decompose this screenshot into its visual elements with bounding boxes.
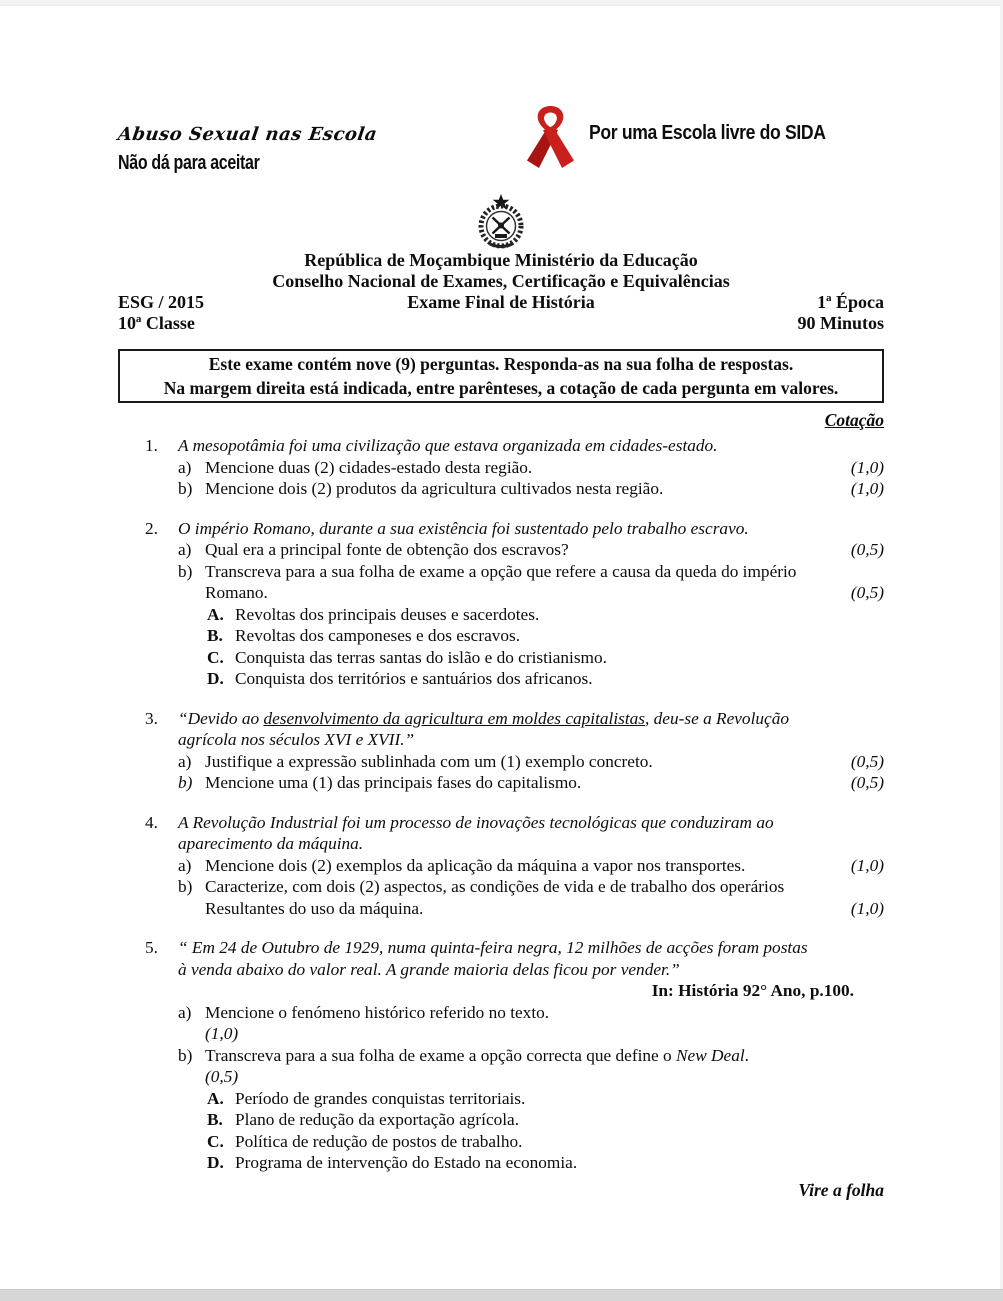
sub-question-line <box>118 561 884 583</box>
sub-question-line <box>118 457 884 479</box>
question-number: 1. <box>145 436 158 455</box>
cotacao-value: (1,0) <box>850 898 884 918</box>
council-title: Conselho Nacional de Exames, Certificação e Equivalências <box>272 271 730 291</box>
cotacao-value: (1,0) <box>850 479 884 498</box>
instructions-line-1: Este exame contém nove (9) perguntas. Responda-as na sua folha de respostas. <box>208 354 794 374</box>
sub-question-label: a) <box>178 855 192 875</box>
text-segment: aparecimento da máquina. <box>178 834 364 853</box>
cotacao-value: (0,5) <box>205 1067 239 1086</box>
sub-question-text <box>205 539 843 561</box>
cotacao-line <box>118 1023 884 1045</box>
campaign-sida-label: Por uma Escola livre do SIDA <box>589 122 826 144</box>
sub-question-line <box>118 876 884 898</box>
sub-question-line <box>118 478 884 500</box>
cotacao-value: (0,5) <box>850 751 884 771</box>
sub-question-line <box>118 1045 884 1067</box>
question-4 <box>118 812 884 920</box>
text-segment: New Deal <box>676 1045 745 1065</box>
text-segment: Resultantes do uso da máquina. <box>205 898 424 918</box>
question-stem-line <box>118 833 884 855</box>
sub-question-text <box>205 1002 884 1024</box>
text-segment: Transcreva para a sua folha de exame a opção que refere a causa da queda do império <box>205 561 797 581</box>
question-2 <box>118 518 884 690</box>
instructions-box <box>118 349 884 403</box>
exam-duration: 90 Minutos <box>797 313 884 333</box>
sub-question-line <box>118 539 884 561</box>
text-segment: Mencione o fenómeno histórico referido no texto. <box>205 1002 550 1022</box>
exam-epoch: 1ª Época <box>817 292 884 312</box>
ministry-title: República de Moçambique Ministério da Educação <box>304 250 698 270</box>
text-segment: Romano. <box>205 583 268 602</box>
question-number <box>145 729 178 751</box>
option-label: D. <box>207 1153 224 1172</box>
sub-question-label: b) <box>178 479 193 498</box>
text-segment: A Revolução Industrial foi um processo de inovações tecnológicas que conduziram ao <box>178 812 774 832</box>
sub-question-text <box>205 457 843 479</box>
exam-meta-row-1 <box>118 292 884 313</box>
campaign-header <box>118 100 884 188</box>
sub-question-line <box>118 1002 884 1024</box>
option-label: C. <box>207 647 224 667</box>
cotacao-value: (1,0) <box>205 1024 239 1043</box>
text-segment: à venda abaixo do valor real. A grande maioria delas ficou por vender.” <box>178 959 680 979</box>
aids-ribbon-icon <box>522 102 579 182</box>
sub-question-label: b) <box>178 1045 193 1065</box>
text-segment: A mesopotâmia foi uma civilização que estava organizada em cidades-estado. <box>178 436 718 455</box>
text-segment: O império Romano, durante a sua existência foi sustentado pelo trabalho escravo. <box>178 518 749 538</box>
question-number: 4. <box>145 812 158 832</box>
turn-page-note: Vire a folha <box>798 1179 884 1200</box>
option-line <box>118 647 884 669</box>
sub-question-text <box>205 751 843 773</box>
question-stem-text <box>178 435 884 457</box>
sub-question-line <box>118 751 884 773</box>
sub-question-text <box>205 1045 884 1067</box>
text-segment: Justifique a expressão sublinhada com um (1) exemplo concreto. <box>205 751 653 771</box>
question-stem-line <box>118 708 884 730</box>
sub-question-text <box>205 772 843 794</box>
sub-question-line <box>118 855 884 877</box>
option-text: Revoltas dos principais deuses e sacerdotes. <box>235 604 540 624</box>
campaign-slogan-block <box>118 124 377 175</box>
question-5 <box>118 937 884 1174</box>
cotacao-value: (1,0) <box>850 855 884 875</box>
campaign-slogan-sub: Não dá para aceitar <box>118 152 260 174</box>
quote-source: In: História 92° Ano, p.100. <box>651 981 854 1000</box>
question-stem-text <box>178 518 884 540</box>
option-label: A. <box>207 604 224 624</box>
option-line <box>118 1152 884 1174</box>
text-segment: Mencione dois (2) exemplos da aplicação da máquina a vapor nos transportes. <box>205 855 746 875</box>
cotacao-value: (0,5) <box>850 773 884 792</box>
option-line <box>118 625 884 647</box>
aids-campaign-block <box>522 102 858 182</box>
text-segment: “ Em 24 de Outubro de 1929, numa quinta-feira negra, 12 milhões de acções foram postas <box>178 938 808 957</box>
option-line <box>118 604 884 626</box>
sub-question-label: b) <box>178 561 193 581</box>
option-text: Período de grandes conquistas territoriais. <box>235 1088 526 1108</box>
text-segment: Qual era a principal fonte de obtenção dos escravos? <box>205 540 569 559</box>
sub-question-label: a) <box>178 751 192 771</box>
question-stem-text <box>178 959 884 981</box>
option-line <box>118 1131 884 1153</box>
questions-list <box>118 435 884 1174</box>
option-label: B. <box>207 626 223 645</box>
question-number: 2. <box>145 518 158 538</box>
question-1 <box>118 435 884 500</box>
cotacao-line <box>118 1066 884 1088</box>
option-line <box>118 1088 884 1110</box>
question-stem-line <box>118 959 884 981</box>
sub-question-line <box>118 582 884 604</box>
text-segment: Mencione uma (1) das principais fases do capitalismo. <box>205 773 582 792</box>
question-number <box>145 959 178 981</box>
exam-title: Exame Final de História <box>407 292 595 312</box>
text-segment: . <box>744 1045 749 1065</box>
option-label: D. <box>207 669 224 688</box>
sub-question-text <box>205 478 843 500</box>
cotacao-value: (0,5) <box>850 540 884 559</box>
question-stem-line <box>118 729 884 751</box>
question-stem-text <box>178 833 884 855</box>
option-line <box>118 668 884 690</box>
text-segment: Caracterize, com dois (2) aspectos, as condições de vida e de trabalho dos operários <box>205 877 785 896</box>
text-segment: Mencione duas (2) cidades-estado desta região. <box>205 457 533 477</box>
question-stem-line <box>118 435 884 457</box>
sub-question-text <box>205 561 884 583</box>
question-number: 3. <box>145 708 158 728</box>
option-label: B. <box>207 1110 223 1129</box>
sub-question-text <box>205 582 843 604</box>
text-segment: Mencione dois (2) produtos da agricultura cultivados nesta região. <box>205 479 664 498</box>
option-text: Política de redução de postos de trabalho. <box>235 1131 523 1151</box>
option-text: Plano de redução da exportação agrícola. <box>235 1110 520 1129</box>
question-stem-line <box>118 518 884 540</box>
text-segment: agrícola nos séculos XVI e XVII.” <box>178 730 415 749</box>
sub-question-text <box>205 876 884 898</box>
text-segment: desenvolvimento da agricultura em moldes capitalistas <box>263 708 646 728</box>
sub-question-label: a) <box>178 457 192 477</box>
sub-question-line <box>118 772 884 794</box>
cotacao-value: (0,5) <box>850 583 884 602</box>
option-line <box>118 1109 884 1131</box>
question-stem-line <box>118 937 884 959</box>
scan-edge-bottom <box>0 1289 1003 1301</box>
sub-question-label: b) <box>178 773 193 792</box>
option-label: A. <box>207 1088 224 1108</box>
mozambique-emblem-icon <box>469 194 533 250</box>
sub-question-label: b) <box>178 877 193 896</box>
option-text: Conquista das terras santas do islão e do cristianismo. <box>235 647 607 667</box>
campaign-slogan-script: Abuso Sexual nas Escola <box>116 124 379 145</box>
question-3 <box>118 708 884 794</box>
cotacao-value: (1,0) <box>850 457 884 477</box>
sub-question-text <box>205 898 843 920</box>
sub-question-label: a) <box>178 540 192 559</box>
option-text: Programa de intervenção do Estado na economia. <box>235 1153 578 1172</box>
text-segment: “Devido ao <box>178 708 264 728</box>
exam-meta-row-2 <box>118 313 884 334</box>
question-stem-text <box>178 729 884 751</box>
question-number: 5. <box>145 938 158 957</box>
cotacao-header: Cotação <box>824 410 884 430</box>
question-stem-text <box>178 812 884 834</box>
text-segment: , deu-se a Revolução <box>645 708 789 728</box>
question-stem-line <box>118 812 884 834</box>
option-text: Conquista dos territórios e santuários dos africanos. <box>235 669 593 688</box>
option-text: Revoltas dos camponeses e dos escravos. <box>235 626 521 645</box>
option-label: C. <box>207 1131 224 1151</box>
sub-question-line <box>118 898 884 920</box>
question-stem-text <box>178 708 884 730</box>
instructions-line-2: Na margem direita está indicada, entre parênteses, a cotação de cada pergunta em valores. <box>163 378 839 398</box>
sub-question-label: a) <box>178 1002 192 1022</box>
question-stem-text <box>178 937 884 959</box>
question-number <box>145 833 178 855</box>
exam-grade: 10ª Classe <box>118 313 195 333</box>
sub-question-text <box>205 855 843 877</box>
text-segment: Transcreva para a sua folha de exame a opção correcta que define o <box>205 1045 676 1065</box>
exam-code: ESG / 2015 <box>118 292 205 312</box>
